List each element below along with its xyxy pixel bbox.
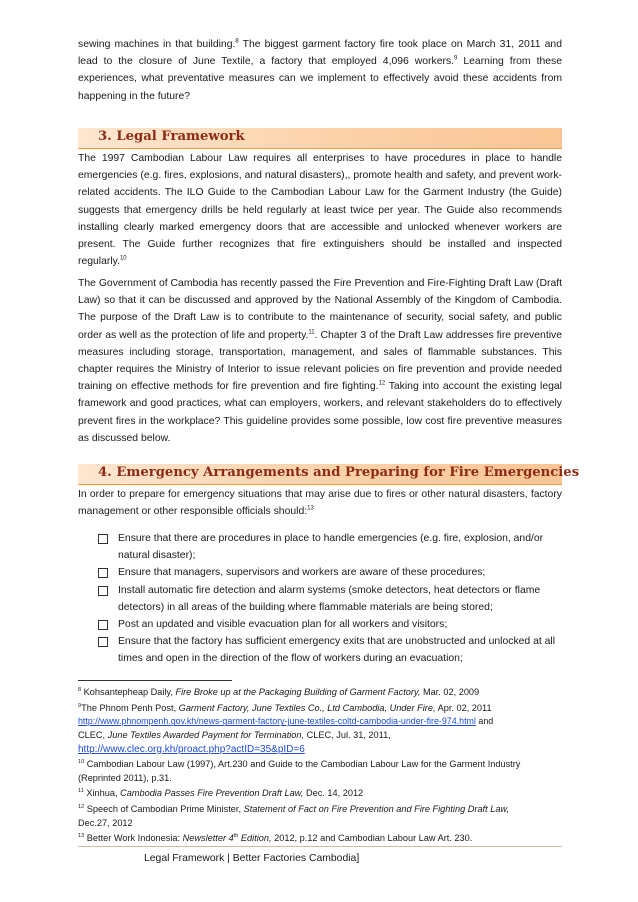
intro-paragraph [78, 36, 562, 105]
footnote-11 [78, 785, 562, 801]
section-4-heading [78, 464, 580, 485]
footnote-text: Kohsantepheap Daily, [81, 687, 176, 698]
footnote-number: 9 [78, 702, 82, 709]
footnote-title: June Textiles Awarded Payment for Termination, [107, 729, 305, 740]
footnote-9-clec-line [78, 729, 562, 743]
footnote-text: Dec.27, 2012 [78, 817, 133, 828]
intro-text-2: The biggest garment factory fire took place on March 31, 2011 and lead to the closure of June Textile, a factory that employed 4,096 workers. [78, 39, 562, 68]
checklist-item [98, 633, 562, 667]
footnote-text: The Phnom Penh Post, [81, 702, 179, 713]
footnote-text: Mar. 02, 2009 [420, 687, 480, 698]
footnote-ref-11[interactable]: 11 [308, 329, 315, 336]
footnote-title: Newsletter 4 [182, 833, 234, 844]
footnote-text: and [475, 716, 494, 727]
checklist-item-text: Ensure that managers, supervisors and workers are aware of these procedures; [118, 567, 486, 579]
footnote-text: Dec. 14, 2012 [303, 788, 364, 799]
section-3-heading [78, 128, 562, 149]
footnotes [78, 684, 562, 846]
footnote-number: 10 [78, 759, 85, 766]
footnote-title: Cambodia Passes Fire Prevention Draft Law, [120, 788, 304, 799]
footnote-ref-9[interactable]: 9 [454, 55, 458, 62]
footnote-number: 11 [78, 788, 84, 795]
checkbox-icon [98, 568, 108, 578]
footnote-text: Cambodian Labour Law (1997), Art.230 and Guide to the Cambodian Labour Law for the Garment Industry [84, 759, 521, 770]
checklist-item [98, 564, 562, 581]
footnote-ref-8[interactable]: 8 [235, 38, 239, 45]
footnote-text: CLEC, [78, 729, 108, 740]
emergency-intro-paragraph [78, 486, 562, 520]
footnote-number: 12 [78, 804, 85, 810]
legal-framework-text-2a: The Government of Cambodia has recently passed the Fire Prevention and Fire-Fighting Draft Law (Draft Law) so that it can be discussed and approved by the National Assembly of the Kingdom of Cambodia. The purpose of the Draft Law is to contribute to the maintenance of security, social safety, and public order as well as the protection of life and property. [78, 278, 562, 341]
checkbox-icon [98, 586, 108, 596]
intro-text-3: Learning from these experiences, what preventative measures can we implement to effectively avoid these accidents from happening in the future? [78, 56, 562, 102]
footnote-title: Fire Broke up at the Packaging Building of Garment Factory, [175, 687, 421, 698]
footnote-text: Better Work Indonesia: [84, 833, 183, 844]
intro-text-1: sewing machines in that building. [78, 39, 236, 50]
footnote-title: Statement of Fact on Fire Prevention and Fire Fighting Draft Law, [243, 804, 510, 815]
footnote-12-cont [78, 817, 562, 831]
phnompenh-link[interactable]: http://www.phnompenh.gov.kh/news-garment-factory-june-textiles-coltd-cambodia-under-fire-974.html [78, 716, 476, 727]
legal-framework-text-2b: . Chapter 3 of the Draft Law addresses fire preventive measures including storage, transportation, management, and sales of flammable substances. This chapter requires the Ministry of Interior to issue relevant policies on fire prevention and provide needed training on effective methods for fire prevention and fire fighting. [78, 329, 562, 393]
footnote-text: CLEC, Jul. 31, 2011, [304, 729, 391, 740]
emergency-checklist [98, 530, 562, 668]
footnote-9-link2-line [78, 743, 562, 757]
checkbox-icon [98, 534, 108, 544]
emergency-intro-text: In order to prepare for emergency situations that may arise due to fires or other natural disasters, factory management or other responsible officials should: [78, 489, 562, 518]
checklist-item [98, 616, 562, 633]
footnote-number: 8 [78, 687, 82, 693]
legal-framework-paragraph-1 [78, 150, 562, 270]
clec-link[interactable]: http://www.clec.org.kh/proact.php?actID=35&pID=6 [78, 743, 305, 755]
footer-rule [78, 846, 562, 847]
footnote-9-link-line [78, 715, 562, 729]
footnote-ref-13[interactable]: 13 [307, 505, 314, 512]
page-footer: Legal Framework | Better Factories Cambodia] [144, 853, 360, 864]
section-3-title: 3. Legal Framework [98, 129, 245, 144]
footnote-ref-10[interactable]: 10 [119, 255, 127, 262]
footnote-12 [78, 801, 562, 817]
footnote-separator [78, 680, 232, 681]
footnote-10 [78, 756, 562, 772]
footnote-8 [78, 684, 562, 700]
checklist-item-text: Ensure that the factory has sufficient emergency exits that are unobstructed and unlocked at all times and open in the direction of the flow of workers during an evacuation; [118, 636, 556, 665]
footnote-text: (Reprinted 2011), p.31. [78, 772, 172, 783]
footnote-text: Speech of Cambodian Prime Minister, [84, 804, 244, 815]
legal-framework-paragraph-2 [78, 275, 562, 447]
footnote-text: Xinhua, [83, 788, 121, 799]
footnote-superscript: th [233, 833, 239, 840]
footnote-text: Apr. 02, 2011 [435, 702, 492, 713]
checkbox-icon [98, 620, 108, 630]
checklist-item-text: Post an updated and visible evacuation plan for all workers and visitors; [118, 619, 448, 631]
footnote-text: 2012, p.12 and Cambodian Labour Law Art. 230. [271, 833, 473, 844]
legal-framework-text-1: The 1997 Cambodian Labour Law requires all enterprises to have procedures in place to handle emergencies (e.g. fires, explosions, and natural disasters),, promote health and safety, and prevent work-related accidents. The ILO Guide to the Cambodian Labour Law for the Garment Industry (the Guide) suggests that emergency drills be held regularly at least twice per year. The Guide also recommends installing clearly marked emergency doors that are accessible and unlocked whenever workers are present. The Guide further recognizes that fire extinguishers should be installed and inspected regularly. [78, 153, 562, 268]
footnote-number: 13 [78, 833, 85, 840]
footnote-10-cont [78, 772, 562, 786]
footnote-9 [78, 700, 562, 716]
footnote-13 [78, 830, 562, 846]
checkbox-icon [98, 637, 108, 647]
checklist-item-text: Install automatic fire detection and alarm systems (smoke detectors, heat detectors or flame detectors) in all areas of the building where flammable materials are being stored; [118, 584, 541, 613]
section-4-title: 4. Emergency Arrangements and Preparing for Fire Emergencies [98, 465, 580, 480]
checklist-item [98, 582, 562, 616]
legal-framework-text-2c: Taking into account the existing legal framework and good practices, what can employers, workers, and relevant stakeholders do to effectively prevent fires in the workplace? This guideline provides some possible, low cost fire preventive measures as discussed below. [78, 381, 562, 444]
checklist-item-text: Ensure that there are procedures in place to handle emergencies (e.g. fire, explosion, and/or natural disaster); [118, 533, 544, 562]
footnote-title: Edition, [238, 833, 272, 844]
footnote-title: Garment Factory, June Textiles Co., Ltd Cambodia, Under Fire, [178, 702, 436, 713]
footnote-ref-12[interactable]: 12 [378, 380, 386, 387]
checklist-item [98, 530, 562, 564]
